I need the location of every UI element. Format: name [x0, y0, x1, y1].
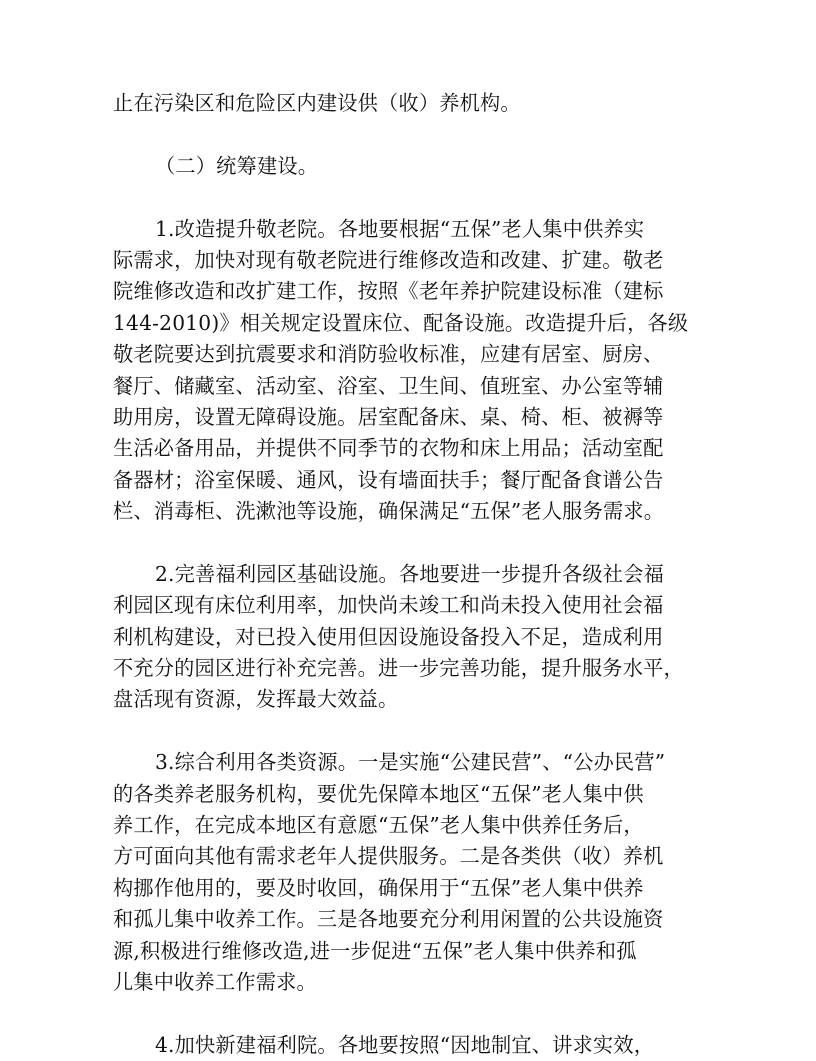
paragraph-gap: [113, 182, 703, 213]
paragraph-4: [113, 1030, 703, 1061]
paragraph-line: 备器材；浴室保暖、通风，设有墙面扶手；餐厅配备食谱公告: [113, 467, 664, 492]
paragraph-line: 生活必备用品，并提供不同季节的衣物和床上用品；活动室配: [113, 436, 664, 461]
paragraph-line: 养工作，在完成本地区有意愿“五保”老人集中供养任务后，: [113, 812, 644, 837]
paragraph-gap: [113, 998, 703, 1029]
paragraph-line: 盘活现有资源，发挥最大效益。: [113, 687, 399, 712]
paragraph-line: 助用房，设置无障碍设施。居室配备床、桌、椅、柜、被褥等: [113, 404, 664, 429]
paragraph-line: 和孤儿集中收养工作。三是各地要充分利用闲置的公共设施资: [113, 907, 664, 932]
paragraph-2: [113, 559, 703, 716]
section-heading: （二）统筹建设。: [155, 153, 319, 178]
paragraph-line: 利机构建设，对已投入使用但因设施设备投入不足，造成利用: [113, 624, 664, 649]
paragraph-line: 1.改造提升敬老院。各地要根据“五保”老人集中供养实: [155, 216, 645, 241]
paragraph-line: 的各类养老服务机构，要优先保障本地区“五保”老人集中供: [113, 781, 644, 806]
paragraph-line: 源,积极进行维修改造,进一步促进“五保”老人集中供养和孤: [113, 938, 637, 963]
paragraph-line: 际需求，加快对现有敬老院进行维修改造和改建、扩建。敬老: [113, 247, 664, 272]
paragraph-line: 2.完善福利园区基础设施。各地要进一步提升各级社会福: [155, 561, 664, 586]
paragraph-line: 儿集中收养工作需求。: [113, 969, 317, 994]
document-body: [113, 88, 703, 1061]
paragraph-line: 不充分的园区进行补充完善。进一步完善功能，提升服务水平，: [113, 656, 684, 681]
paragraph-3: [113, 747, 703, 998]
paragraph-gap: [113, 527, 703, 558]
paragraph-line: 栏、消毒柜、洗漱池等设施，确保满足“五保”老人服务需求。: [113, 499, 665, 524]
paragraph-1: [113, 214, 703, 528]
paragraph-line: 方可面向其他有需求老年人提供服务。二是各类供（收）养机: [113, 844, 664, 869]
paragraph-line: 3.综合利用各类资源。一是实施“公建民营”、“公办民营”: [155, 750, 666, 775]
paragraph-line: 敬老院要达到抗震要求和消防验收标准，应建有居室、厨房、: [113, 342, 664, 367]
continuation-line: 止在污染区和危险区内建设供（收）养机构。: [113, 91, 521, 115]
paragraph-line: 院维修改造和改扩建工作，按照《老年养护院建设标准（建标: [113, 279, 664, 304]
paragraph-line: 144-2010)》相关规定设置床位、配备设施。改造提升后，各级: [113, 310, 689, 335]
paragraph-line: 餐厅、储藏室、活动室、浴室、卫生间、值班室、办公室等辅: [113, 373, 664, 398]
paragraph-gap: [113, 119, 703, 150]
paragraph-line: 4.加快新建福利院。各地要按照“因地制宜、讲求实效，: [155, 1032, 655, 1057]
paragraph-gap: [113, 716, 703, 747]
paragraph-line: 利园区现有床位利用率，加快尚未竣工和尚未投入使用社会福: [113, 593, 664, 618]
paragraph-line: 构挪作他用的，要及时收回，确保用于“五保”老人集中供养: [113, 875, 644, 900]
